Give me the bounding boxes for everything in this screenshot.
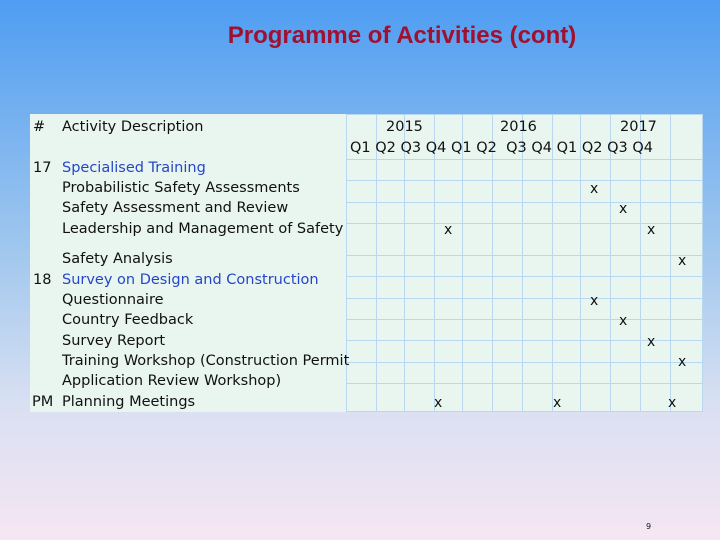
schedule-mark: x [647, 222, 656, 238]
header-year-2015: 2015 [386, 119, 423, 135]
activity-label: Survey Report [62, 333, 166, 349]
category-label: Survey on Design and Construction [62, 272, 319, 288]
header-year-2017: 2017 [620, 119, 657, 135]
activity-label: Application Review Workshop) [62, 373, 282, 389]
row-number: 18 [33, 272, 52, 288]
activity-label: Probabilistic Safety Assessments [62, 180, 300, 196]
schedule-mark: x [678, 253, 687, 269]
schedule-grid [346, 114, 703, 412]
activity-label: Safety Assessment and Review [62, 200, 289, 216]
schedule-mark: x [444, 222, 453, 238]
row-number: PM [32, 394, 54, 410]
schedule-mark: x [619, 201, 628, 217]
header-year-2016: 2016 [500, 119, 537, 135]
activity-label: Country Feedback [62, 312, 194, 328]
activity-label: Training Workshop (Construction Permit [62, 353, 350, 369]
schedule-mark: x [678, 354, 687, 370]
activity-label: Planning Meetings [62, 394, 196, 410]
schedule-mark: x [668, 395, 677, 411]
schedule-mark: x [619, 313, 628, 329]
activity-label: Leadership and Management of Safety [62, 221, 344, 237]
page-title: Programme of Activities (cont) [227, 22, 577, 49]
activity-label: Safety Analysis [62, 251, 173, 267]
schedule-mark: x [590, 293, 599, 309]
schedule-mark: x [553, 395, 562, 411]
row-number: 17 [33, 160, 52, 176]
header-number: # [33, 119, 46, 135]
activity-label: Questionnaire [62, 292, 164, 308]
schedule-mark: x [434, 395, 443, 411]
header-activity-description: Activity Description [62, 119, 204, 135]
schedule-mark: x [590, 181, 599, 197]
page-number: 9 [646, 522, 652, 531]
schedule-mark: x [647, 334, 656, 350]
category-label: Specialised Training [62, 160, 206, 176]
header-quarters: Q1 Q2 Q3 Q4 Q1 Q2 Q3 Q4 Q1 Q2 Q3 Q4 [350, 140, 653, 156]
